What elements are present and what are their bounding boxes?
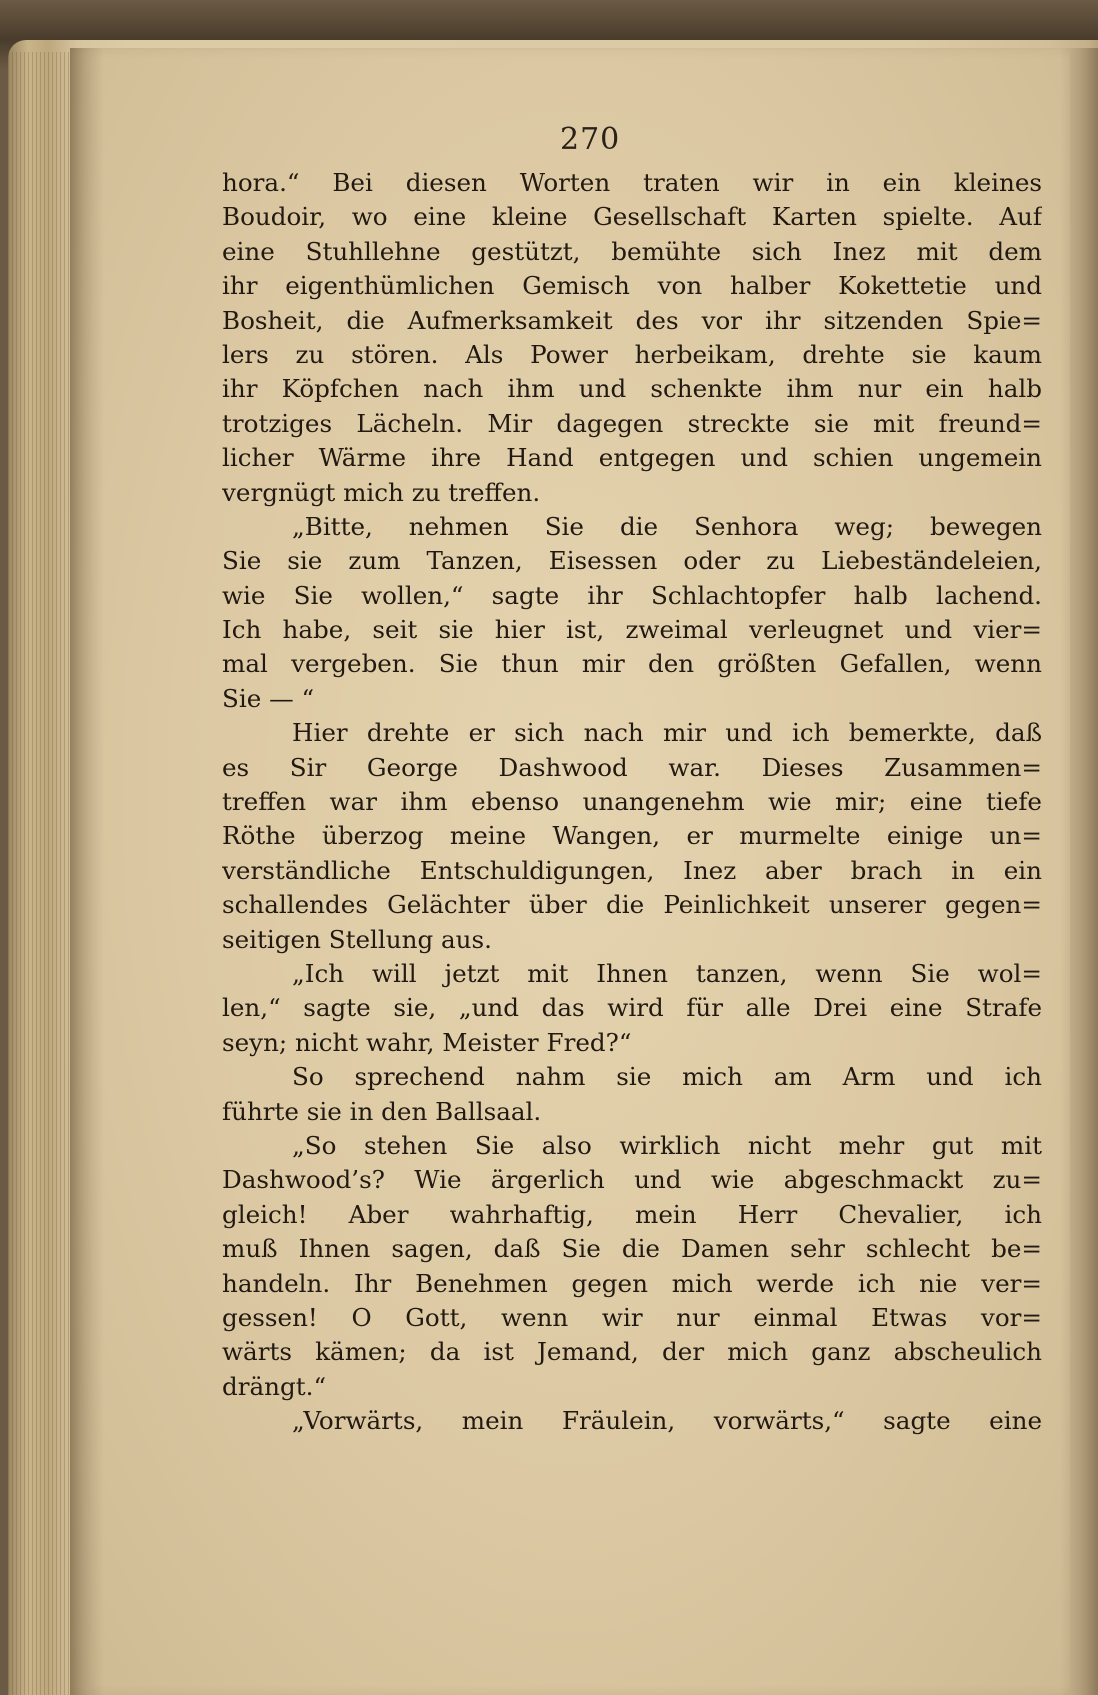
text-line: führte sie in den Ballsaal. [222, 1096, 542, 1126]
text-line: Boudoir, wo eine kleine Gesellschaft Karten spielte. Auf [222, 202, 1042, 232]
text-line: treffen war ihm ebenso unangenehm wie mir; eine tiefe [222, 787, 1042, 817]
text-line: Röthe überzog meine Wangen, er murmelte einige un= [222, 821, 1042, 851]
text-line: „So stehen Sie also wirklich nicht mehr gut mit [292, 1130, 1042, 1160]
text-line: „Ich will jetzt mit Ihnen tanzen, wenn Sie wol= [292, 958, 1042, 988]
text-line: „Bitte, nehmen Sie die Senhora weg; bewegen [292, 511, 1042, 541]
text-line: seyn; nicht wahr, Meister Fred?“ [222, 1027, 632, 1057]
text-line: handeln. Ihr Benehmen gegen mich werde ich nie ver= [222, 1268, 1042, 1298]
text-line: „Vorwärts, mein Fräulein, vorwärts,“ sagte eine [292, 1406, 1042, 1436]
body-text [222, 166, 1042, 1438]
text-line: drängt.“ [222, 1371, 327, 1401]
text-line: Sie — “ [222, 683, 315, 713]
text-line: lers zu stören. Als Power herbeikam, drehte sie kaum [222, 339, 1042, 369]
text-line: hora.“ Bei diesen Worten traten wir in ein kleines [222, 168, 1042, 197]
page-number: 270 [560, 122, 621, 157]
spine-shadow [70, 48, 104, 1695]
text-line: schallendes Gelächter über die Peinlichkeit unserer gegen= [222, 890, 1042, 920]
text-line: ihr eigenthümlichen Gemisch von halber Kokettetie und [222, 271, 1042, 301]
text-line: seitigen Stellung aus. [222, 924, 492, 954]
text-line: Ich habe, seit sie hier ist, zweimal verleugnet und vier= [222, 615, 1042, 645]
text-line: mal vergeben. Sie thun mir den größten Gefallen, wenn [222, 649, 1042, 679]
page-right-edge [1060, 48, 1098, 1695]
text-line: So sprechend nahm sie mich am Arm und ich [292, 1062, 1042, 1092]
text-line: wie Sie wollen,“ sagte ihr Schlachtopfer halb lachend. [222, 580, 1042, 610]
text-line: vergnügt mich zu treffen. [222, 477, 541, 507]
text-line: muß Ihnen sagen, daß Sie die Damen sehr schlecht be= [222, 1234, 1042, 1264]
text-line: gessen! O Gott, wenn wir nur einmal Etwas vor= [222, 1302, 1042, 1332]
text-line: es Sir George Dashwood war. Dieses Zusammen= [222, 752, 1042, 782]
page-stack [8, 52, 78, 1695]
text-line: licher Wärme ihre Hand entgegen und schien ungemein [222, 443, 1042, 473]
text-line: eine Stuhllehne gestützt, bemühte sich Inez mit dem [222, 236, 1042, 266]
text-line: wärts kämen; da ist Jemand, der mich ganz abscheulich [222, 1337, 1042, 1367]
text-line: Sie sie zum Tanzen, Eisessen oder zu Liebeständeleien, [222, 546, 1042, 576]
text-line: verständliche Entschuldigungen, Inez aber brach in ein [222, 855, 1042, 885]
text-line: len,“ sagte sie, „und das wird für alle Drei eine Strafe [222, 993, 1042, 1023]
text-line: ihr Köpfchen nach ihm und schenkte ihm nur ein halb [222, 374, 1042, 404]
text-line: Bosheit, die Aufmerksamkeit des vor ihr sitzenden Spie= [222, 305, 1042, 335]
text-line: gleich! Aber wahrhaftig, mein Herr Chevalier, ich [222, 1199, 1042, 1229]
text-line: trotziges Lächeln. Mir dagegen streckte sie mit freund= [222, 408, 1042, 438]
text-line: Dashwood’s? Wie ärgerlich und wie abgeschmackt zu= [222, 1165, 1042, 1195]
text-line: Hier drehte er sich nach mir und ich bemerkte, daß [292, 718, 1042, 748]
